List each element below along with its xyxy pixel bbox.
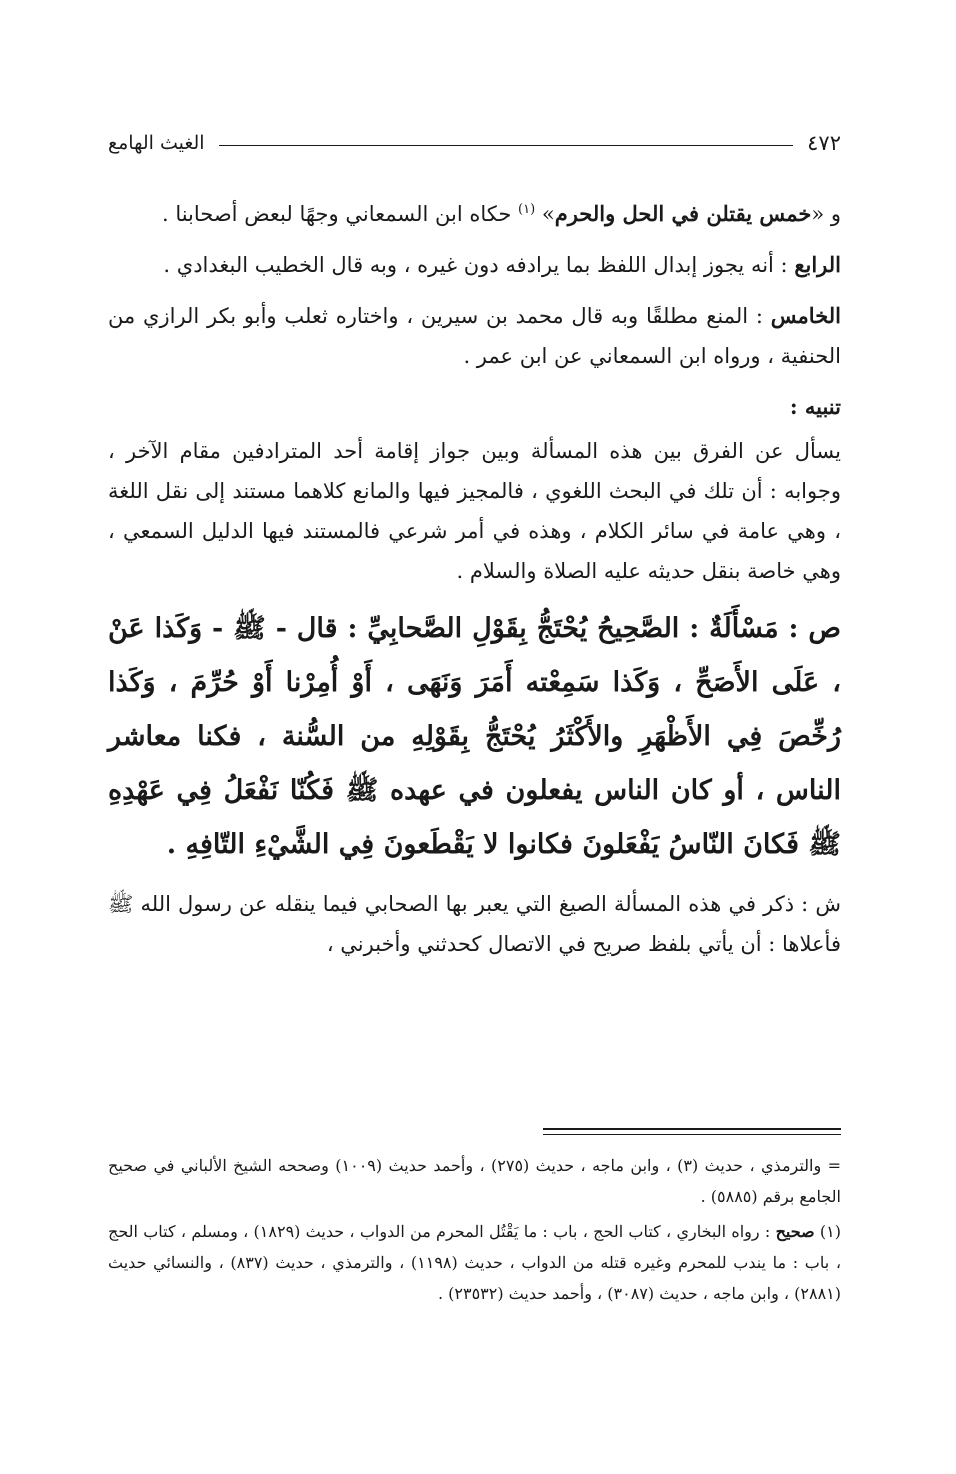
paragraph-text: : المنع مطلقًا وبه قال محمد بن سيرين ، واختاره ثعلب وأبو بكر الرازي من الحنفية ، ورواه ابن السمعاني عن ابن عمر . [108, 304, 841, 368]
page-number: ٤٧٢ [807, 131, 841, 155]
footnotes [108, 1150, 841, 1313]
footnote-number: (١) [819, 1222, 842, 1241]
grading-label: صحيح [775, 1222, 815, 1241]
opinion-label: الخامس [770, 303, 841, 328]
paragraph-fourth-opinion [108, 245, 841, 285]
footnote-ref[interactable]: (١) [518, 202, 536, 217]
quote-open: و « [811, 202, 841, 226]
main-text [108, 190, 841, 975]
paragraph-text: حكاه ابن السمعاني وجهًا لبعض أصحابنا . [161, 202, 518, 226]
running-title: الغيث الهامع [108, 132, 205, 154]
opinion-label: الرابع [794, 252, 841, 277]
note-heading: تنبيه : [789, 394, 841, 419]
paragraph-text: : أنه يجوز إبدال اللفظ بما يرادفه دون غيره ، وبه قال الخطيب البغدادي . [163, 253, 795, 277]
header-rule [219, 145, 794, 146]
hadith-phrase: خمس يقتلن في الحل والحرم [554, 201, 812, 226]
footnote-continuation: = والترمذي ، حديث (٣) ، وابن ماجه ، حديث (٢٧٥) ، وأحمد حديث (١٠٠٩) وصححه الشيخ الألباني في صحيح الجامع برقم (٥٨٨٥) . [108, 1156, 842, 1206]
page-header [108, 128, 841, 158]
footnote-separator [543, 1128, 841, 1135]
matn-text: ص : مَسْأَلَةٌ : الصَّحِيحُ يُحْتَجُّ بِقَوْلِ الصَّحابِيِّ : قال - ﷺ - وَكَذا عَنْ ، عَلَى الأَصَحِّ ، وَكَذا سَمِعْته أَمَرَ وَنَهَى ، أَوْ أُمِرْنا أَوْ حُرِّمَ ، وَكَذا رُخِّصَ فِي الأَظْهَرِ والأَكْثَرُ يُحْتَجُّ بِقَوْلِهِ من السُّنة ، فكنا معاشر الناس ، أو كان الناس يفعلون في عهده ﷺ فَكُنّا نَفْعَلُ فِي عَهْدِهِ ﷺ فَكانَ النّاسُ يَفْعَلونَ فكانوا لا يَقْطَعونَ فِي الشَّيْءِ التّافِهِ . [108, 613, 841, 860]
footnote-1 [108, 1216, 841, 1309]
footnote-text: : رواه البخاري ، كتاب الحج ، باب : ما يَقْتُل المحرم من الدواب ، حديث (١٨٢٩) ، ومسلم ، كتاب الحج ، باب : ما يندب للمحرم وغيره قتله من الدواب ، حديث (١١٩٨) ، والترمذي ، حديث (٨٣٧) ، والنسائي حديث (٢٨٨١) ، وابن ماجه ، حديث (٣٠٨٧) ، وأحمد حديث (٢٣٥٣٢) . [108, 1222, 841, 1303]
quote-close: » [541, 202, 555, 226]
paragraph-hadith-quote [108, 190, 841, 234]
paragraph-sharh: ش : ذكر في هذه المسألة الصيغ التي يعبر بها الصحابي فيما ينقله عن رسول الله ﷺ فأعلاها : أن يأتي بلفظ صريح في الاتصال كحدثني وأخبرني ، [108, 892, 841, 956]
paragraph-fifth-opinion [108, 296, 841, 376]
paragraph-note: يسأل عن الفرق بين هذه المسألة وبين جواز إقامة أحد المترادفين مقام الآخر ، وجوابه : أن تلك في البحث اللغوي ، فالمجيز فيها والمانع كلاهما مستند إلى نقل اللغة ، وهي عامة في سائر الكلام ، وهذه في أمر شرعي فالمستند فيها الدليل السمعي ، وهي خاصة بنقل حديثه عليه الصلاة والسلام . [108, 439, 841, 583]
